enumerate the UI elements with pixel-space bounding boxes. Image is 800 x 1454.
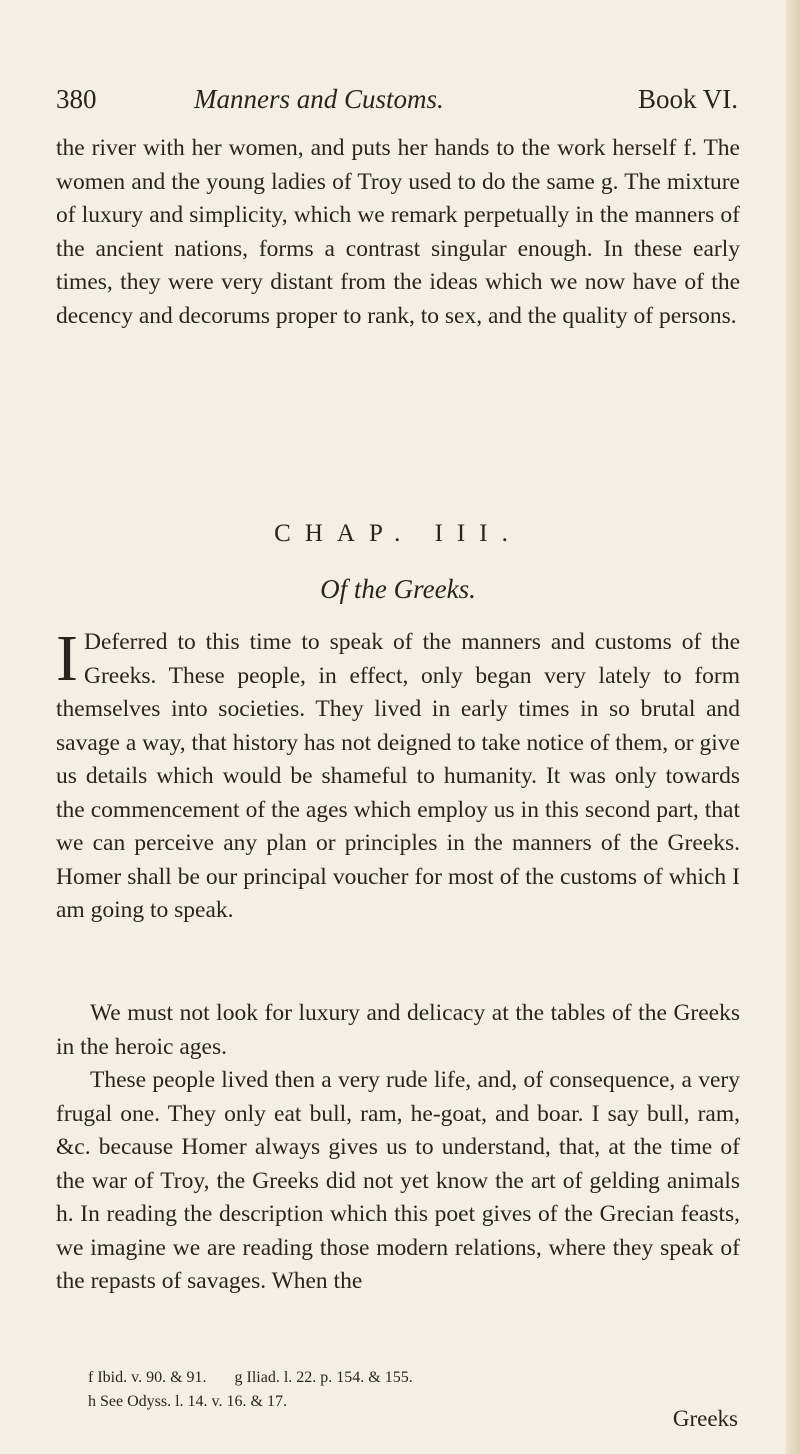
- chapter-heading: CHAP. III.: [274, 520, 522, 547]
- running-title: Manners and Customs.: [194, 84, 444, 114]
- running-header: [56, 78, 738, 118]
- chapter-subtitle: Of the Greeks.: [320, 574, 476, 604]
- paragraph-2: [56, 622, 740, 928]
- catchword: Greeks: [672, 1406, 738, 1431]
- footnote-g: g Iliad. l. 22. p. 154. & 155.: [234, 1369, 413, 1386]
- paragraph-3: We must not look for luxury and delicacy at the tables of the Greeks in the heroic ages.: [56, 1000, 740, 1060]
- drop-cap: I: [56, 622, 78, 695]
- paragraph-4: These people lived then a very rude life, and, of consequence, a very frugal one. They only eat bull, ram, he-goat, and boar. I say bull, ram, &c. because Homer always gives us to understand, that, at the time of the war of Troy, the Greeks did not yet know the art of gelding animals h. In reading the description which this poet gives of the Grecian feasts, we imagine we are reading those modern relations, where they speak of the repasts of savages. When the: [56, 1067, 740, 1294]
- footnote-f: f Ibid. v. 90. & 91.: [88, 1369, 207, 1386]
- page-edge: [786, 0, 800, 1454]
- page-number: 380: [56, 84, 97, 114]
- footnotes: [88, 1366, 413, 1414]
- book-label: Book VI.: [637, 84, 738, 114]
- footnote-h: h See Odyss. l. 14. v. 16. & 17.: [88, 1393, 287, 1410]
- paragraph-2-text: Deferred to this time to speak of the manners and customs of the Greeks. These people, in effect, only began very lately to form themselves into societies. They lived in early times in so brutal and savage a way, that history has not deigned to take notice of them, or give us details which would be shameful to humanity. It was only towards the commencement of the ages which employ us in this second part, that we can perceive any plan or principles in the manners of the Greeks. Homer shall be our principal voucher for most of the customs of which I am going to speak.: [56, 629, 740, 923]
- paragraph-1: the river with her women, and puts her hands to the work herself f. The women and the young ladies of Troy used to do the same g. The mixture of luxury and simplicity, which we remark perpetually in the manners of the ancient nations, forms a contrast singular enough. In these early times, they were very distant from the ideas which we now have of the decency and decorums proper to rank, to sex, and the quality of persons.: [56, 135, 740, 329]
